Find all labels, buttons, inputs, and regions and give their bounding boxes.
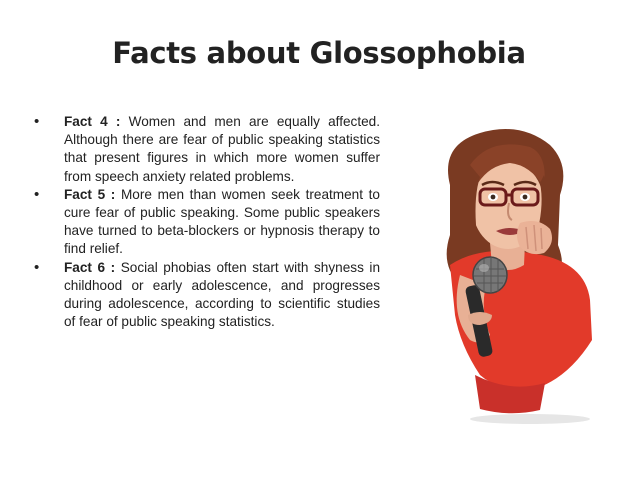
fact-label: Fact 5 : [64, 186, 116, 202]
fact-item-4 [34, 113, 380, 186]
fact-text: Women and men are equally affected. Although there are fear of public speaking statistics that present figures in which more women suffer from speech anxiety related problems. [64, 114, 381, 184]
fact-item-5 [34, 186, 380, 259]
fact-label: Fact 6 : [64, 259, 116, 275]
bullet-icon: • [34, 185, 40, 203]
bullet-icon: • [34, 113, 40, 130]
bullet-icon: • [34, 258, 40, 276]
anxious-speaker-photo [420, 125, 616, 425]
fact-item-6 [34, 259, 380, 332]
fact-label: Fact 4 : [64, 114, 121, 129]
slide-title: Facts about Glossophobia [112, 36, 526, 70]
fact-text: More men than women seek treatment to cure fear of public speaking. Some public speakers have turned to beta-blockers or hypnosis therapy to find relief. [64, 186, 380, 257]
facts-list [34, 113, 380, 331]
fact-text: Social phobias often start with shyness in childhood or early adolescence, and progresses during adolescence, according to scientific studies of fear of public speaking statistics. [64, 259, 380, 330]
